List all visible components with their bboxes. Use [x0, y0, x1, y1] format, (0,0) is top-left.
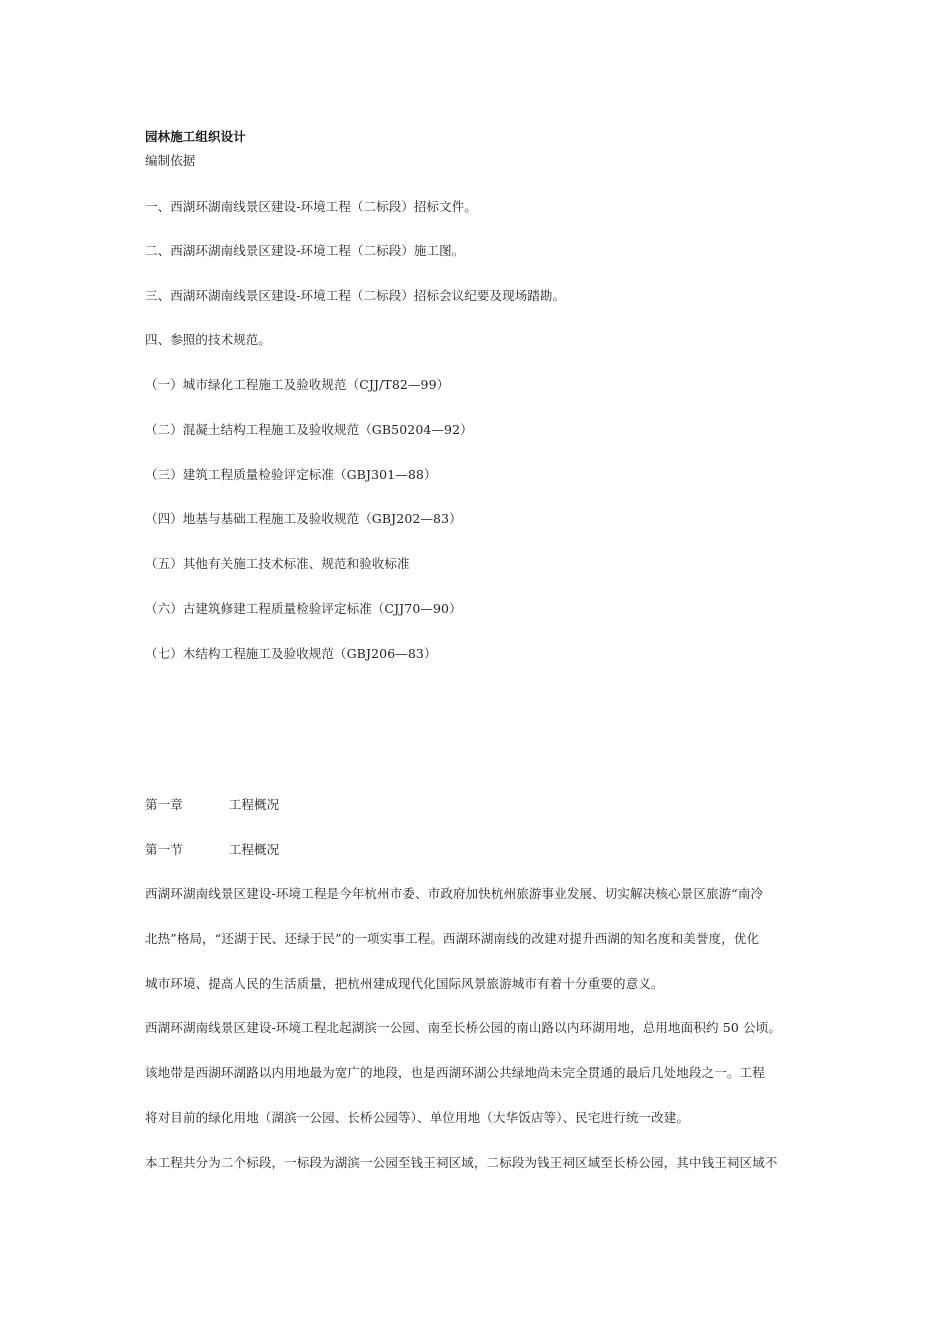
section-heading — [145, 842, 825, 858]
chapter-number: 第一章 — [145, 797, 183, 812]
section-number: 第一节 — [145, 842, 183, 857]
spec-item: （四）地基与基础工程施工及验收规范（GBJ202—83） — [145, 511, 462, 526]
basis-item: 一、西湖环湖南线景区建设-环境工程（二标段）招标文件。 — [145, 199, 477, 214]
chapter-name: 工程概况 — [228, 797, 280, 812]
body-line: 该地带是西湖环湖路以内用地最为宽广的地段，也是西湖环湖公共绿地尚未完全贯通的最后几处地段之一。工程 — [145, 1065, 765, 1080]
body-line: 北热”格局，“还湖于民、还绿于民”的一项实事工程。西湖环湖南线的改建对提升西湖的知名度和美誉度，优化 — [145, 931, 760, 946]
spec-item: （二）混凝土结构工程施工及验收规范（GB50204—92） — [145, 422, 473, 437]
body-line: 西湖环湖南线景区建设-环境工程北起湖滨一公园、南至长桥公园的南山路以内环湖用地，总用地面积约 50 公顷。 — [145, 1020, 782, 1035]
body-line: 本工程共分为二个标段，一标段为湖滨一公园至钱王祠区域，二标段为钱王祠区域至长桥公园，其中钱王祠区域不 — [145, 1155, 778, 1170]
basis-item: 四、参照的技术规范。 — [145, 332, 272, 347]
basis-heading: 编制依据 — [145, 153, 196, 168]
basis-item: 二、西湖环湖南线景区建设-环境工程（二标段）施工图。 — [145, 243, 465, 258]
body-line: 将对目前的绿化用地（湖滨一公园、长桥公园等）、单位用地（大华饭店等）、民宅进行统一改建。 — [145, 1110, 690, 1125]
spec-item: （一）城市绿化工程施工及验收规范（CJJ/T82—99） — [145, 377, 450, 392]
spec-item: （五）其他有关施工技术标准、规范和验收标准 — [145, 556, 410, 571]
basis-item: 三、西湖环湖南线景区建设-环境工程（二标段）招标会议纪要及现场踏勘。 — [145, 288, 566, 303]
chapter-heading — [145, 797, 825, 813]
body-line: 城市环境、提高人民的生活质量，把杭州建成现代化国际风景旅游城市有着十分重要的意义。 — [145, 976, 664, 991]
spec-item: （七）木结构工程施工及验收规范（GBJ206—83） — [145, 646, 437, 661]
spec-item: （三）建筑工程质量检验评定标准（GBJ301—88） — [145, 467, 437, 482]
section-name: 工程概况 — [228, 842, 280, 857]
spec-item: （六）古建筑修建工程质量检验评定标准（CJJ70—90） — [145, 601, 462, 616]
document-title: 园林施工组织设计 — [145, 129, 246, 144]
body-line: 西湖环湖南线景区建设-环境工程是今年杭州市委、市政府加快杭州旅游事业发展、切实解决核心景区旅游“南冷 — [145, 886, 764, 901]
